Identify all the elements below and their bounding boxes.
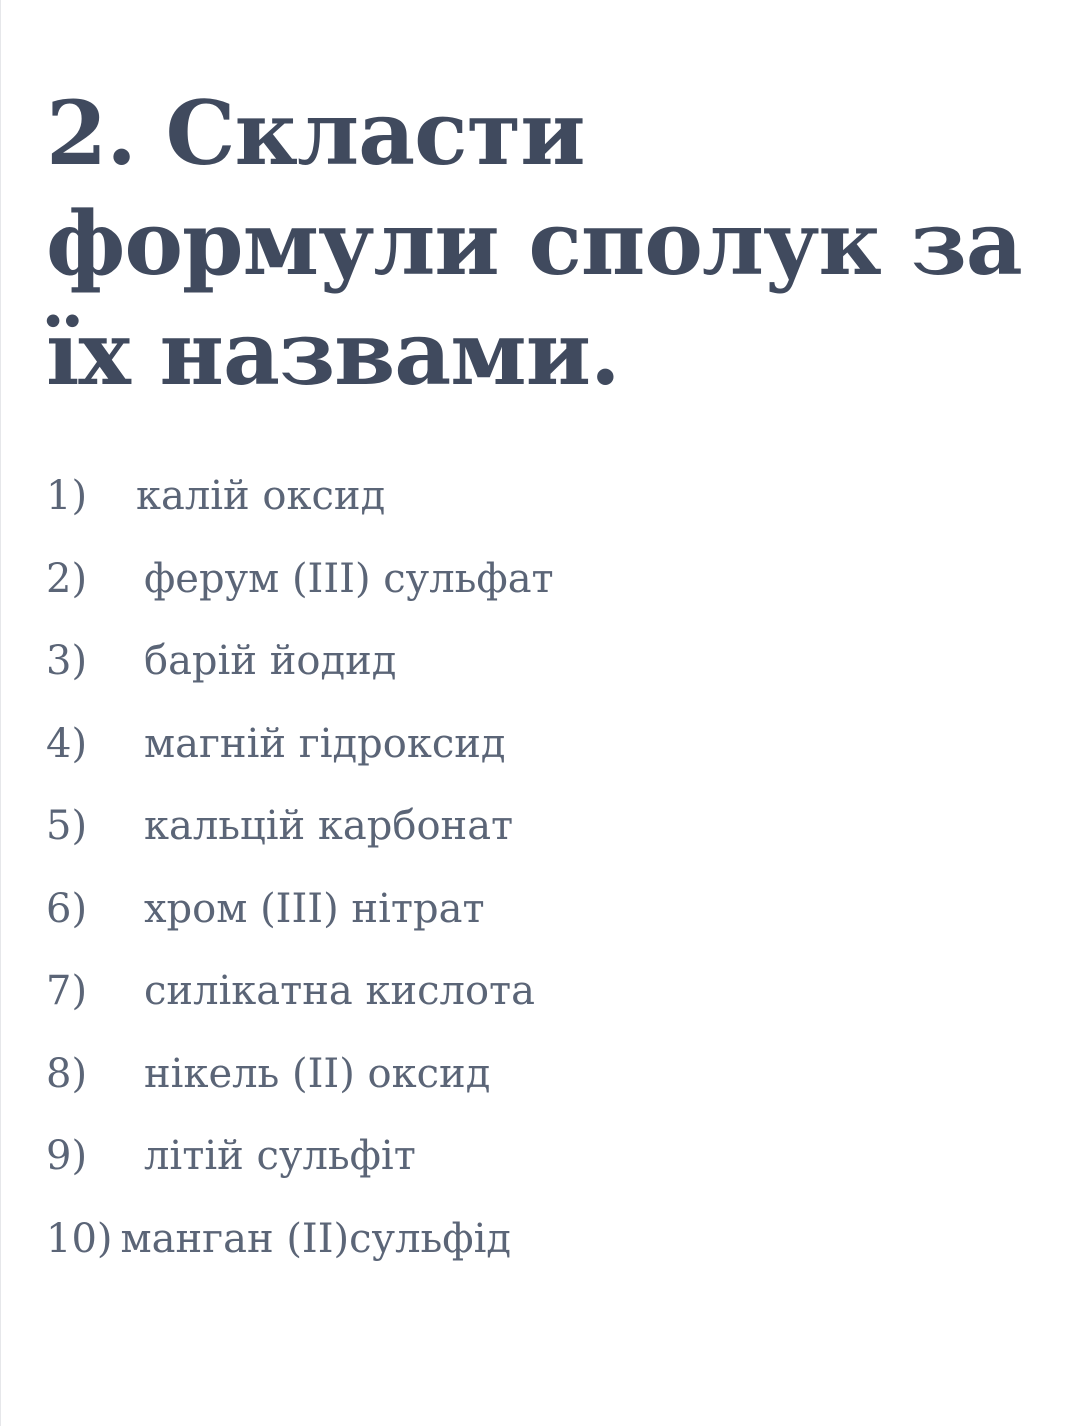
item-number: 10): [46, 1215, 113, 1262]
item-text: калій оксид: [136, 473, 386, 519]
item-number: 5): [46, 803, 88, 849]
list-item: [46, 1130, 511, 1213]
list-item: [46, 883, 511, 966]
item-number: 8): [46, 1050, 88, 1097]
item-text: силікатна кислота: [144, 968, 535, 1014]
item-number: 9): [46, 1133, 88, 1179]
item-text: магній гідроксид: [144, 720, 506, 767]
item-text: ферум (ІІІ) сульфат: [144, 555, 554, 602]
item-number: 7): [46, 968, 88, 1014]
item-text: кальцій карбонат: [144, 803, 514, 849]
item-text: барій йодид: [144, 638, 397, 684]
list-item: [46, 1213, 511, 1296]
compound-list: [46, 470, 554, 1295]
item-text: нікель (ІІ) оксид: [144, 1050, 491, 1097]
item-number: 1): [46, 473, 88, 519]
item-number: 4): [46, 720, 88, 767]
item-number: 2): [46, 555, 88, 602]
item-text: хром (ІІІ) нітрат: [144, 885, 485, 932]
item-text: літій сульфіт: [144, 1133, 416, 1179]
list-item: [46, 718, 511, 801]
list-item: [46, 1048, 511, 1131]
list-item: [46, 470, 511, 553]
list-item: [46, 965, 535, 1048]
item-text: манган (ІІ)сульфід: [120, 1215, 511, 1262]
list-item: [46, 553, 554, 636]
page-title: 2. Скласти формули сполук за їх назвами.: [46, 81, 1022, 405]
list-item: [46, 635, 511, 718]
list-item: [46, 800, 514, 883]
item-number: 3): [46, 638, 88, 684]
item-number: 6): [46, 885, 88, 932]
